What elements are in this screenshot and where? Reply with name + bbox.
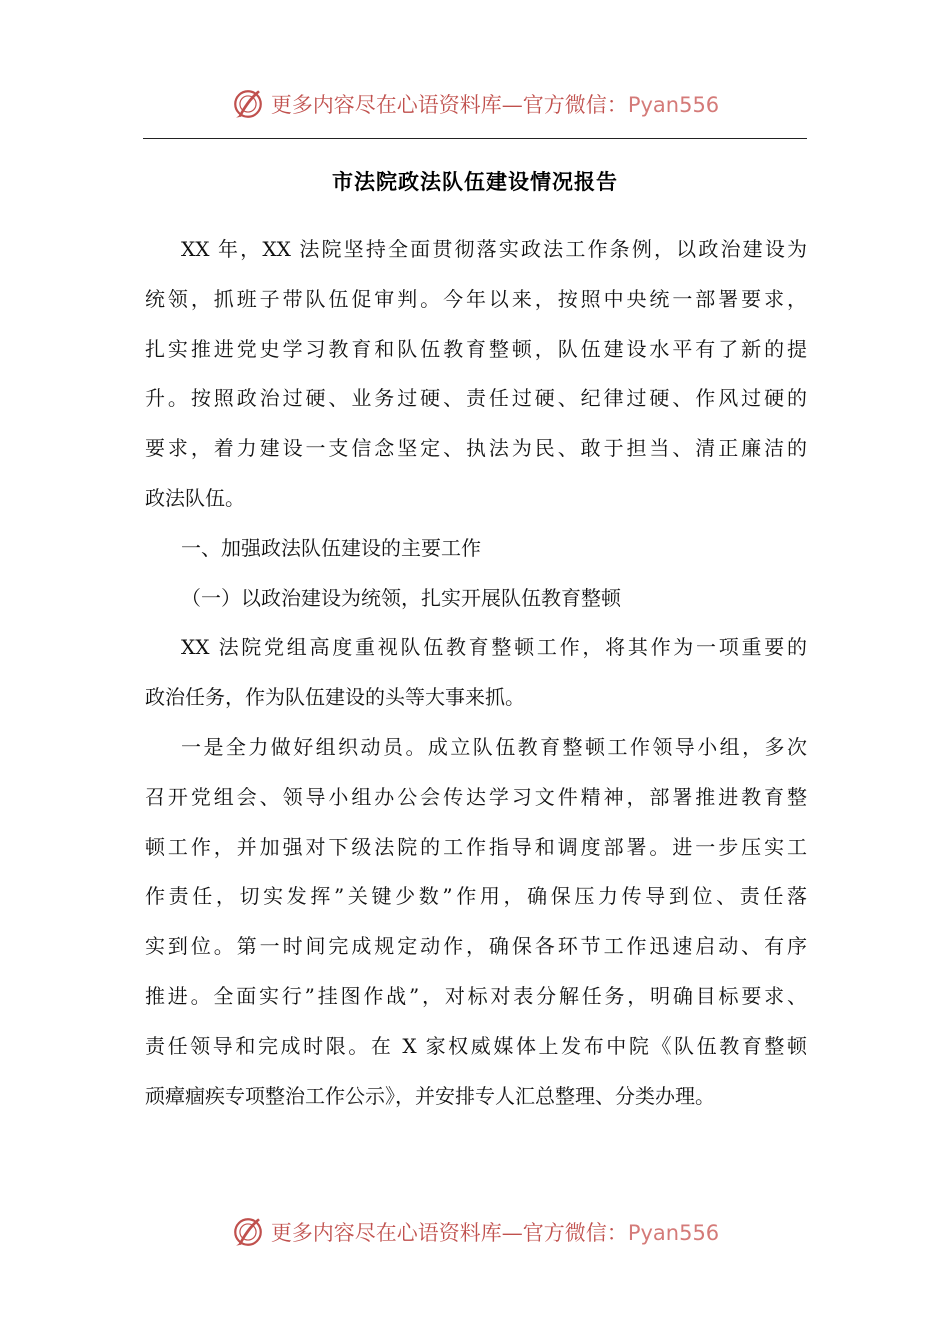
body-line: 升。按照政治过硬、业务过硬、责任过硬、纪律过硬、作风过硬的 (145, 386, 807, 411)
body-line: 政法队伍。 (145, 485, 245, 510)
body-line: XX 法院党组高度重视队伍教育整顿工作，将其作为一项重要的 (181, 635, 807, 660)
subsection-heading: （一）以政治建设为统领，扎实开展队伍教育整顿 (181, 585, 621, 610)
banner-text (271, 1217, 719, 1247)
banner-text (271, 89, 719, 119)
section-heading: 一、加强政法队伍建设的主要工作 (181, 535, 481, 560)
document-title: 市法院政法队伍建设情况报告 (332, 170, 618, 194)
body-line: 顽瘴痼疾专项整治工作公示》，并安排专人汇总整理、分类办理。 (145, 1083, 715, 1108)
body-line: 责任领导和完成时限。在 X 家权威媒体上发布中院《队伍教育整顿 (145, 1033, 807, 1058)
body-line: 扎实推进党史学习教育和队伍教育整顿，队伍建设水平有了新的提 (145, 336, 807, 361)
footer-banner (0, 1207, 950, 1257)
body-line: 推进。全面实行”挂图作战”，对标对表分解任务，明确目标要求、 (145, 983, 807, 1008)
body-line: 统领，抓班子带队伍促审判。今年以来，按照中央统一部署要求， (145, 286, 807, 311)
document-body (145, 225, 807, 1121)
body-line: 召开党组会、领导小组办公会传达学习文件精神，部署推进教育整 (145, 784, 807, 809)
body-line: XX 年，XX 法院坚持全面贯彻落实政法工作条例，以政治建设为 (181, 237, 807, 261)
header-divider (143, 138, 807, 139)
body-line: 作责任，切实发挥”关键少数”作用，确保压力传导到位、责任落 (145, 884, 807, 909)
body-line: 要求，着力建设一支信念坚定、执法为民、敢于担当、清正廉洁的 (145, 436, 807, 461)
body-line: 政治任务，作为队伍建设的头等大事来抓。 (145, 685, 525, 710)
body-line: 实到位。第一时间完成规定动作，确保各环节工作迅速启动、有序 (145, 934, 807, 959)
wechat-id: Pyan556 (627, 93, 720, 117)
header-banner (0, 79, 950, 129)
banner-slogan: 更多内容尽在心语资料库—官方微信： (270, 1221, 628, 1245)
banner-slogan: 更多内容尽在心语资料库—官方微信： (270, 93, 628, 117)
body-line: 一是全力做好组织动员。成立队伍教育整顿工作领导小组，多次 (181, 734, 807, 759)
quill-pen-logo-icon (231, 87, 265, 121)
body-line: 顿工作，并加强对下级法院的工作指导和调度部署。进一步压实工 (145, 834, 807, 859)
quill-pen-logo-icon (231, 1215, 265, 1249)
wechat-id: Pyan556 (627, 1221, 720, 1245)
